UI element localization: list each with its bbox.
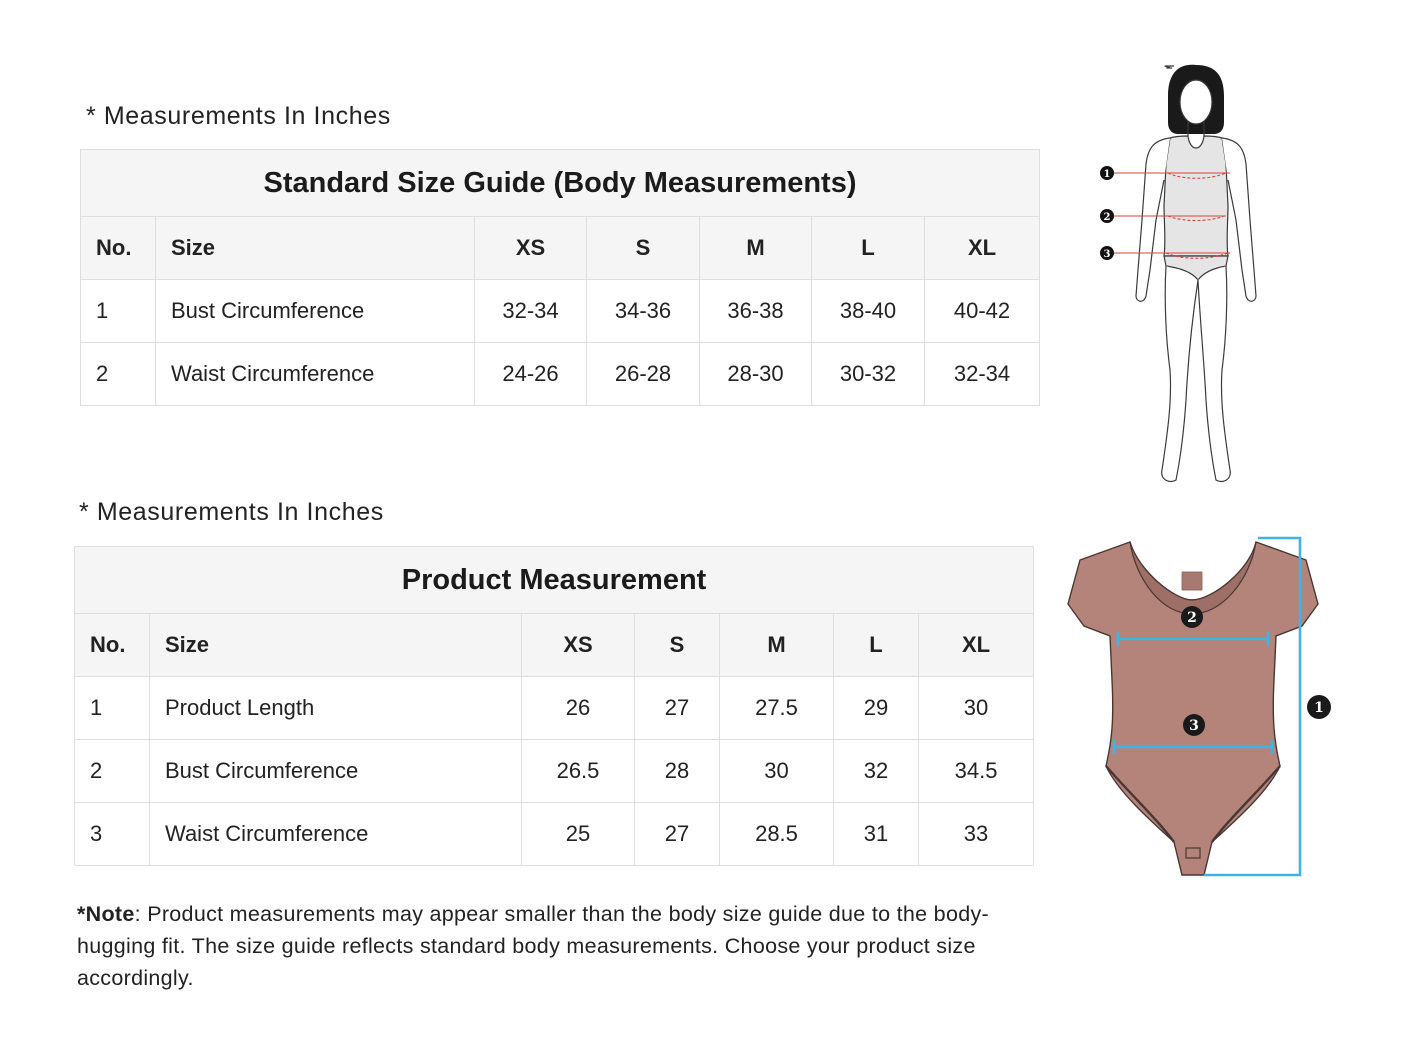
size-note [77, 898, 1042, 994]
table-cell: 1 [75, 677, 150, 740]
table-cell: 25 [522, 803, 635, 866]
svg-text:1: 1 [1314, 700, 1324, 716]
table-cell: 28-30 [700, 343, 812, 406]
table-row [81, 343, 1040, 406]
column-header: M [720, 614, 834, 677]
svg-text:2: 2 [1187, 610, 1197, 626]
column-header: S [635, 614, 720, 677]
table-cell: 2 [81, 343, 156, 406]
table-cell: 26 [522, 677, 635, 740]
table-cell: 27.5 [720, 677, 834, 740]
column-header: No. [81, 217, 156, 280]
table-cell: Bust Circumference [156, 280, 475, 343]
body-marker-2 [1100, 209, 1114, 223]
garment-marker-2 [1181, 606, 1203, 628]
table-cell: 24-26 [475, 343, 587, 406]
svg-text:1: 1 [1103, 169, 1111, 180]
table-row [81, 280, 1040, 343]
table-cell: 32 [834, 740, 919, 803]
body-table-title: Standard Size Guide (Body Measurements) [81, 150, 1040, 217]
table-cell: 32-34 [475, 280, 587, 343]
table-cell: Product Length [150, 677, 522, 740]
body-figure-illustration [1092, 60, 1262, 490]
product-size-table [74, 546, 1034, 866]
body-marker-1 [1100, 166, 1114, 180]
svg-text:3: 3 [1103, 249, 1111, 260]
table-cell: 31 [834, 803, 919, 866]
table-row [75, 803, 1034, 866]
column-header: XL [925, 217, 1040, 280]
table-cell: 26-28 [587, 343, 700, 406]
table-cell: 1 [81, 280, 156, 343]
note-label: *Note [77, 902, 135, 926]
table-cell: 32-34 [925, 343, 1040, 406]
table-cell: 40-42 [925, 280, 1040, 343]
table-header-row [81, 217, 1040, 280]
table-cell: 27 [635, 677, 720, 740]
column-header: S [587, 217, 700, 280]
table-cell: 30-32 [812, 343, 925, 406]
table-cell: 33 [919, 803, 1034, 866]
column-header: Size [150, 614, 522, 677]
table-cell: 38-40 [812, 280, 925, 343]
body-size-table [80, 149, 1040, 406]
svg-text:2: 2 [1103, 212, 1111, 223]
column-header: Size [156, 217, 475, 280]
garment-marker-1 [1307, 695, 1331, 719]
table-cell: 28 [635, 740, 720, 803]
table-header-row [75, 614, 1034, 677]
note-text: : Product measurements may appear smaller than the body size guide due to the body-hugging fit. The size guide reflects standard body measurements. Choose your product size accordingly. [77, 902, 989, 990]
table-cell: 28.5 [720, 803, 834, 866]
table-row [75, 677, 1034, 740]
column-header: L [812, 217, 925, 280]
table-cell: 30 [919, 677, 1034, 740]
table-cell: Waist Circumference [156, 343, 475, 406]
table-cell: 2 [75, 740, 150, 803]
tank-top-shape [1164, 136, 1228, 256]
table-cell: 30 [720, 740, 834, 803]
table-cell: Waist Circumference [150, 803, 522, 866]
garment-marker-3 [1183, 714, 1205, 736]
product-guide-caption: * Measurements In Inches [79, 498, 384, 526]
table-cell: 34.5 [919, 740, 1034, 803]
column-header: XL [919, 614, 1034, 677]
column-header: XS [522, 614, 635, 677]
table-cell: Bust Circumference [150, 740, 522, 803]
table-row [75, 740, 1034, 803]
table-cell: 34-36 [587, 280, 700, 343]
column-header: L [834, 614, 919, 677]
column-header: No. [75, 614, 150, 677]
body-marker-3 [1100, 246, 1114, 260]
table-cell: 27 [635, 803, 720, 866]
bodysuit-garment-illustration [1062, 530, 1342, 880]
column-header: M [700, 217, 812, 280]
table-cell: 29 [834, 677, 919, 740]
body-guide-caption: * Measurements In Inches [86, 102, 391, 130]
table-cell: 3 [75, 803, 150, 866]
column-header: XS [475, 217, 587, 280]
product-table-title: Product Measurement [75, 547, 1034, 614]
svg-text:3: 3 [1189, 718, 1199, 734]
bodysuit-shape [1068, 542, 1318, 875]
table-cell: 36-38 [700, 280, 812, 343]
table-cell: 26.5 [522, 740, 635, 803]
